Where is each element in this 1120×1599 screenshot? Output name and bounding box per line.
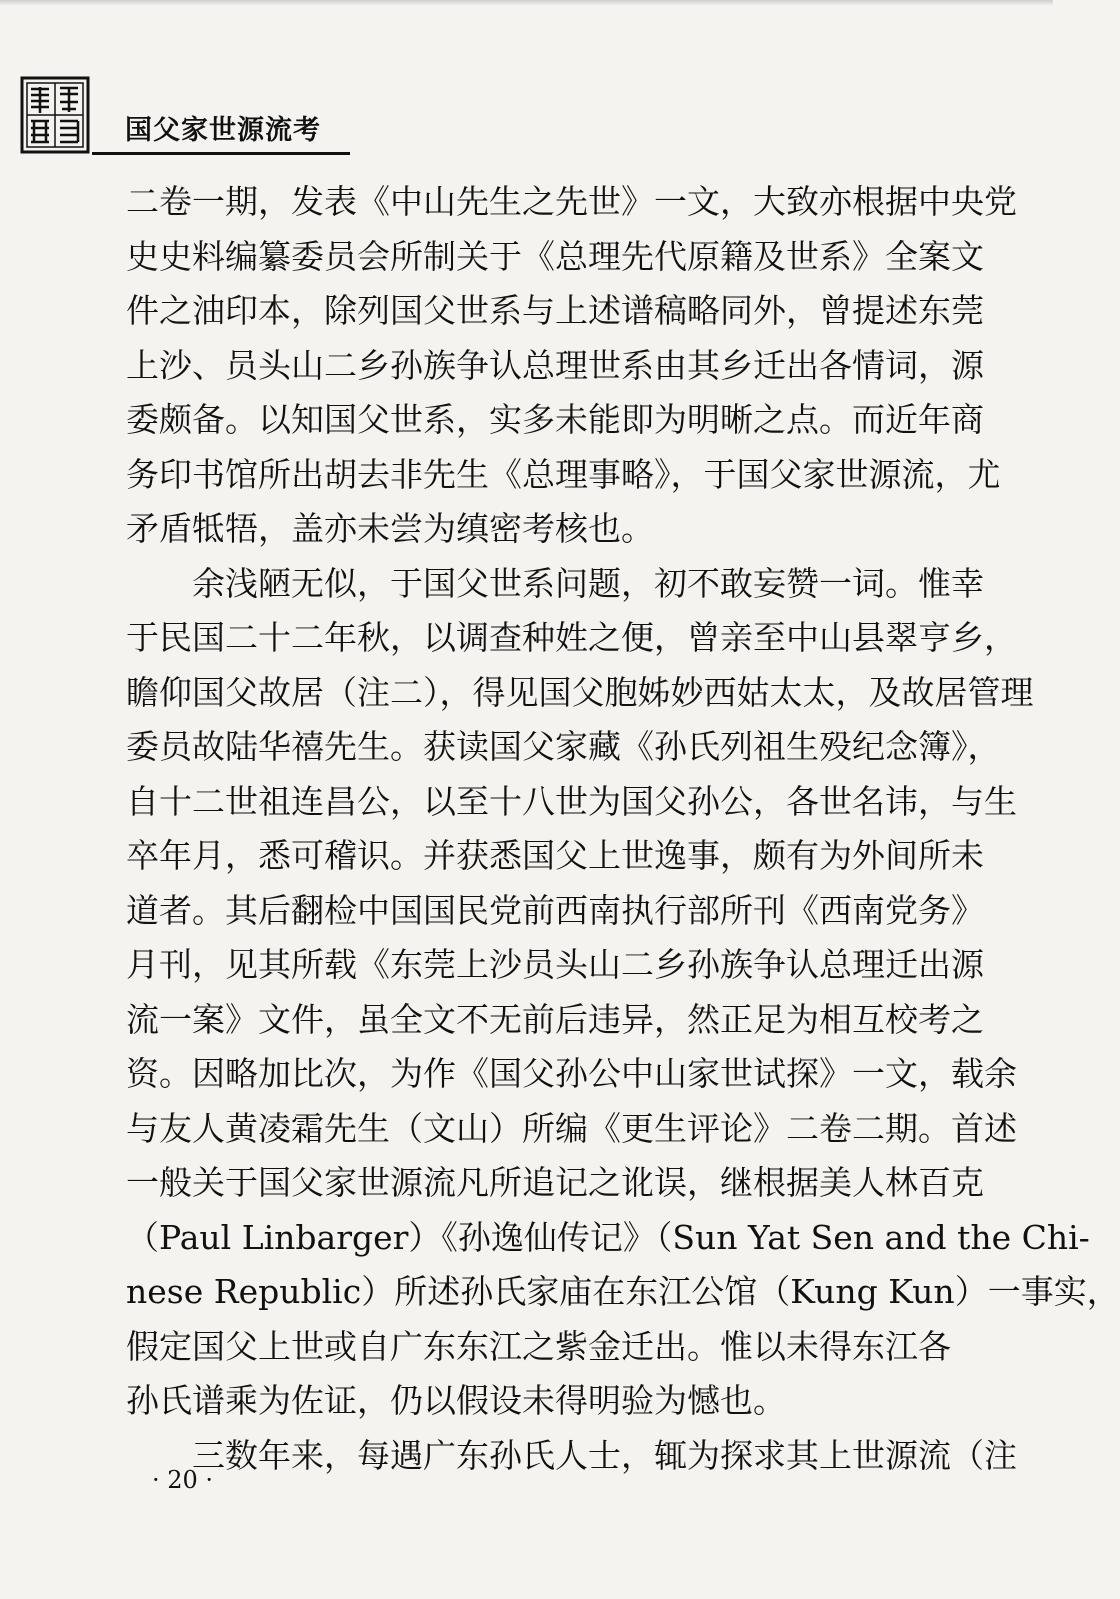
- text-line: 上沙、员头山二乡孙族争认总理世系由其乡迁出各情词，源: [126, 345, 984, 385]
- text-line: 假定国父上世或自广东东江之紫金迁出。惟以未得东江各: [126, 1326, 951, 1366]
- text-line: 卒年月，悉可稽识。并获悉国父上世逸事，颇有为外间所未: [126, 836, 984, 875]
- text-line: 于民国二十二年秋，以调查种姓之便，曾亲至中山县翠亨乡，: [126, 618, 1017, 657]
- text-line: 自十二世祖连昌公，以至十八世为国父孙公，各世名讳，与生: [126, 781, 1017, 821]
- text-line: 一般关于国父家世源流凡所追记之讹误，继根据美人林百克: [126, 1163, 984, 1202]
- text-line: nese Republic）所述孙氏家庙在东江公馆（Kung Kun）一事实，: [126, 1272, 1120, 1311]
- page-number: · 20 ·: [152, 1466, 214, 1494]
- text-line: 件之油印本，除列国父世系与上述谱稿略同外，曾提述东莞: [126, 291, 984, 330]
- seal-stamp-icon: [20, 76, 90, 154]
- text-line: 资。因略加比次，为作《国父孙公中山家世试探》一文，载余: [126, 1054, 1017, 1093]
- text-line: 流一案》文件，虽全文不无前后违异，然正足为相互校考之: [126, 999, 984, 1039]
- running-header-title: 国父家世源流考: [125, 115, 321, 146]
- text-line: 瞻仰国父故居（注二），得见国父胞姊妙西姑太太，及故居管理: [126, 672, 1034, 712]
- text-line: 史史料编纂委员会所制关于《总理先代原籍及世系》全案文: [126, 236, 984, 276]
- text-line: （Paul Linbarger）《孙逸仙传记》（Sun Yat Sen and the Chi-: [126, 1217, 1090, 1257]
- text-line: 与友人黄凌霜先生（文山）所编《更生评论》二卷二期。首述: [126, 1108, 1017, 1148]
- text-line: 委颇备。以知国父世系，实多未能即为明晰之点。而近年商: [126, 400, 984, 439]
- text-line: 孙氏谱乘为佐证，仍以假设未得明验为憾也。: [126, 1381, 786, 1420]
- text-line: 道者。其后翻检中国国民党前西南执行部所刊《西南党务》: [126, 890, 984, 930]
- text-line: 余浅陋无似，于国父世系问题，初不敢妄赞一词。惟幸: [192, 563, 984, 603]
- text-line: 二卷一期，发表《中山先生之先世》一文，大致亦根据中央党: [126, 182, 1017, 221]
- text-line: 务印书馆所出胡去非先生《总理事略》，于国父家世源流，尤: [126, 454, 1001, 494]
- text-line: 月刊，见其所载《东莞上沙员头山二乡孙族争认总理迁出源: [126, 945, 984, 984]
- scan-edge-shadow: [0, 0, 1053, 6]
- body-text: [126, 175, 1120, 1483]
- text-line: 委员故陆华禧先生。获读国父家藏《孙氏列祖生殁纪念簿》，: [126, 727, 1001, 766]
- text-line: 矛盾牴牾，盖亦未尝为缜密考核也。: [126, 509, 654, 548]
- header-rule: [92, 152, 350, 155]
- text-line: 三数年来，每遇广东孙氏人士，辄为探求其上世源流（注: [192, 1435, 1017, 1475]
